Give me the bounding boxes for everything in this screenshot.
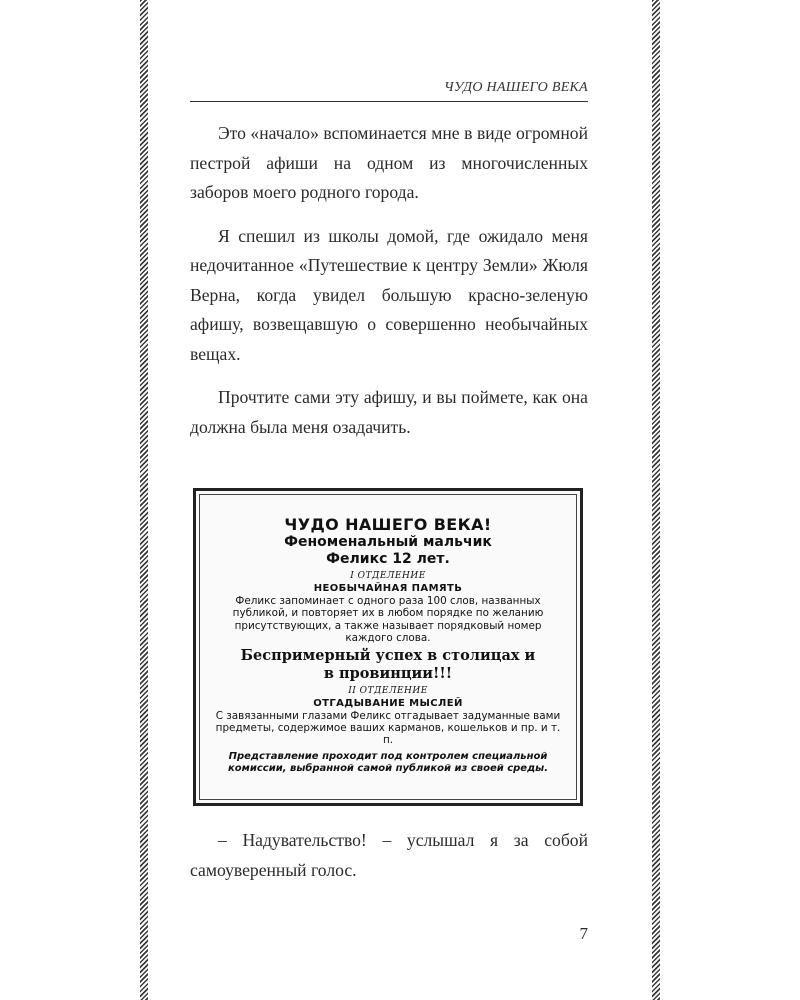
poster-success-line: в провинции!!! bbox=[323, 664, 453, 682]
paragraph: – Надувательство! – услышал я за собой самоуверенный голос. bbox=[190, 830, 588, 880]
poster-section-label: I ОТДЕЛЕНИЕ bbox=[350, 571, 426, 581]
poster-section-body: Феликс запоминает с одного раза 100 слов, названных публикой, и повторяет их в любом порядке по желанию присутствующих, а также называет порядковый номер каждого слова. bbox=[232, 595, 544, 645]
paragraph: Прочтите сами эту афишу, и вы поймете, как она должна была меня озадачить. bbox=[190, 387, 588, 437]
decorative-border-left bbox=[140, 0, 148, 1000]
poster-section-title-2: ОТГАДЫВАНИЕ МЫСЛЕЙ bbox=[313, 697, 463, 709]
paragraph: Это «начало» вспоминается мне в виде огромной пестрой афиши на одном из многочисленных заборов моего родного города. bbox=[190, 123, 588, 202]
running-header: ЧУДО НАШЕГО ВЕКА bbox=[444, 80, 588, 95]
poster-section-label-2: II ОТДЕЛЕНИЕ bbox=[348, 685, 428, 696]
text-block-bottom bbox=[190, 826, 588, 899]
poster-footer-note: Представление проходит под контролем специальной комиссии, выбранной самой публикой из своей среды. bbox=[228, 750, 548, 775]
paragraph: Я спешил из школы домой, где ожидало меня недочитанное «Путешествие к центру Земли» Жюля Верна, когда увидел большую красно-зеленую афишу, возвещавшую о совершенно необычайных вещах. bbox=[190, 225, 588, 364]
poster-frame bbox=[199, 494, 577, 800]
poster-image bbox=[193, 488, 583, 806]
poster-section-title: НЕОБЫЧАЙНАЯ ПАМЯТЬ bbox=[313, 583, 463, 594]
page-number: 7 bbox=[579, 924, 588, 943]
poster-section-body-2: С завязанными глазами Феликс отгадывает задуманные вами предметы, содержимое ваших карманов, кошельков и пр. и т. п. bbox=[215, 709, 561, 747]
poster-title: ЧУДО НАШЕГО ВЕКА! bbox=[284, 515, 492, 534]
poster-success-line: Беспримерный успех в столицах и bbox=[240, 646, 536, 664]
decorative-border-right bbox=[652, 0, 660, 1000]
poster-subtitle: Феноменальный мальчик bbox=[284, 534, 492, 550]
poster-subtitle-2: Феликс 12 лет. bbox=[326, 551, 450, 567]
poster-success-text bbox=[210, 647, 566, 683]
header-rule bbox=[190, 101, 588, 102]
text-block-top bbox=[190, 119, 588, 456]
